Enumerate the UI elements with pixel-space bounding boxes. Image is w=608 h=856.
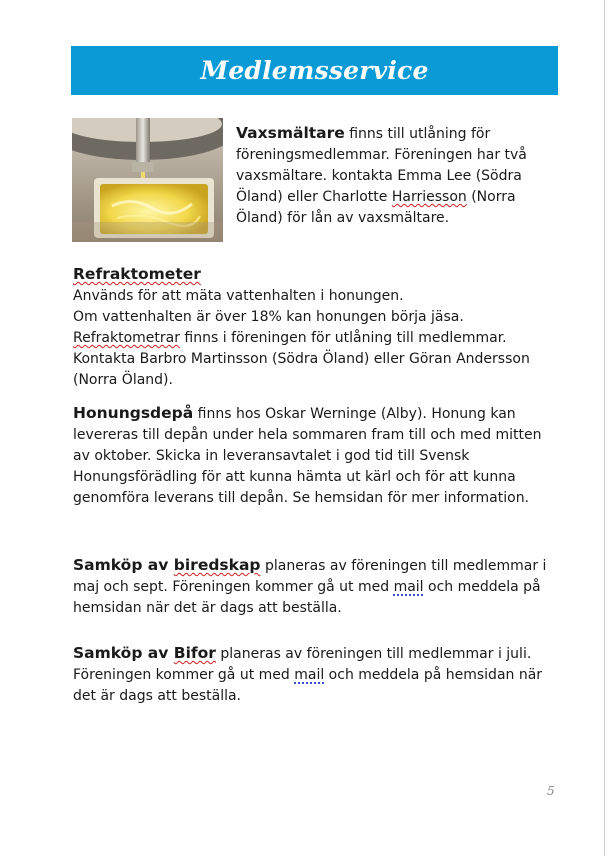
page-edge [604,0,605,856]
refraktometer-line-3 [73,328,553,349]
biredskap-heading [73,556,261,574]
samkop-biredskap-section [73,555,553,619]
biredskap-text-2a: maj och sept. Föreningen kommer gå ut med [73,579,394,595]
page-number: 5 [547,784,555,798]
vaxsmaltare-text-4b: (Norra [466,189,516,205]
refraktometer-line-1: Används för att mäta vattenhalten i honungen. [73,288,404,304]
grammar-word: mail [393,579,424,595]
biredskap-heading-word: biredskap [173,556,261,574]
bifor-line-1 [73,643,553,665]
biredskap-text-2b: och meddela på [423,579,541,595]
spellcheck-word: Refraktometrar [73,330,180,346]
bifor-line-3: det är dags att beställa. [73,688,241,704]
refraktometer-heading: Refraktometer [73,265,201,283]
refraktometer-text-3: finns i föreningen för utlåning till medlemmar. [179,330,507,346]
vaxsmaltare-section [236,123,556,229]
bifor-heading-word: Bifor [173,644,216,662]
honungsdepa-section [73,403,553,509]
vaxsmaltare-text-4a: Öland) eller Charlotte [236,189,392,205]
refraktometer-section [73,264,553,391]
vaxsmaltare-heading: Vaxsmältare [236,124,345,142]
page-title: Medlemsservice [200,56,429,85]
vaxsmaltare-line-5: Öland) för lån av vaxsmältare. [236,210,450,226]
honungsdepa-text-1: finns hos Oskar Werninge (Alby). Honung kan [193,406,516,422]
biredskap-line-3: hemsidan när det är dags att beställa. [73,600,342,616]
vaxsmaltare-line-3: vaxsmältare. kontakta Emma Lee (Södra [236,168,522,184]
spellcheck-name: Harriesson [391,189,467,205]
wax-melter-photo [72,118,223,242]
honungsdepa-line-3: av oktober. Skicka in leveransavtalet i god tid till Svensk [73,448,470,464]
vaxsmaltare-line-4 [236,187,556,208]
honungsdepa-line-5: genomföra leverans till depån. Se hemsidan för mer information. [73,490,530,506]
vaxsmaltare-line-2: föreningsmedlemmar. Föreningen har två [236,147,527,163]
biredskap-heading-pre: Samköp av [73,556,174,574]
bifor-text-2b: och meddela på hemsidan när [324,667,543,683]
refraktometer-line-5: (Norra Öland). [73,372,173,388]
refraktometer-line-2: Om vattenhalten är över 18% kan honungen börja jäsa. [73,309,464,325]
bifor-text-1: planeras av föreningen till medlemmar i juli. [215,646,532,662]
honungsdepa-line-1 [73,403,553,425]
bifor-heading [73,644,216,662]
biredskap-text-1: planeras av föreningen till medlemmar i [260,558,547,574]
bifor-line-2 [73,665,553,686]
biredskap-line-2 [73,577,553,598]
bifor-text-2a: Föreningen kommer gå ut med [73,667,295,683]
samkop-bifor-section [73,643,553,707]
title-banner [71,46,558,95]
grammar-word: mail [294,667,325,683]
bifor-heading-pre: Samköp av [73,644,174,662]
honungsdepa-line-4: Honungsförädling för att kunna hämta ut kärl och för att kunna [73,469,516,485]
honungsdepa-heading: Honungsdepå [73,404,194,422]
refraktometer-heading-line [73,264,553,286]
vaxsmaltare-line-1 [236,123,556,145]
vaxsmaltare-text-1: finns till utlåning för [344,126,491,142]
refraktometer-line-4: Kontakta Barbro Martinsson (Södra Öland) eller Göran Andersson [73,351,530,367]
honungsdepa-line-2: levereras till depån under hela sommaren fram till och med mitten [73,427,542,443]
biredskap-line-1 [73,555,553,577]
